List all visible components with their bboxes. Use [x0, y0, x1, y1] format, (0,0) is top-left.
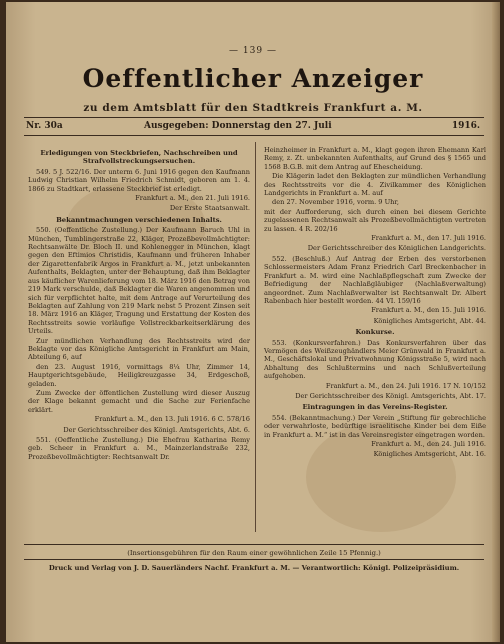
notice-paragraph: den 27. November 1916, vorm. 9 Uhr,: [272, 198, 399, 207]
notice-signature: Der Gerichtsschreiber des Königl. Amtsgerichts, Abt. 6.: [63, 425, 250, 434]
notice-signature: Der Gerichtsschreiber des Königl. Amtsgerichts, Abt. 17.: [295, 391, 486, 400]
issue-date: Ausgegeben: Donnerstag den 27. Juli: [144, 121, 332, 131]
header-rule-bottom: [24, 135, 484, 136]
notice-signature: Frankfurt a. M., den 24. Juli 1916. 17 N. 10/152: [325, 381, 486, 390]
notice-signature: Frankfurt a. M., den 24. Juli 1916.: [371, 440, 486, 448]
notice-paragraph: 554. (Bekanntmachung.) Der Verein „Stiftung für gebrechliche oder verwahrloste, bedürftige israelitische Kinder bei dem Eiße in Frankfurt a. M.“ ist in das Vereinsregister eingetragen worden.: [264, 413, 486, 439]
notice-paragraph: Die Klägerin ladet den Beklagten zur mündlichen Verhandlung des Rechtsstreits vor die 4. Zivilkammer des Königlichen Landgerichts in Frankfurt a. M. auf: [264, 172, 486, 198]
notice-paragraph: 549. 5 J. 522/16. Der unterm 6. Juni 1916 gegen den Kaufmann Ludwig Christian Wilhelm Friedrich Schmidt, geboren am 1. 4. 1866 zu Stadtkart, erlassene Steckbrief ist erledigt.: [28, 167, 250, 193]
section-heading: Erledigungen von Steckbriefen, Nachschreiben und Strafvollstreckungsersuchen.: [40, 149, 238, 166]
notice-signature: Königliches Amtsgericht, Abt. 44.: [373, 316, 486, 325]
notice-signature: Der Gerichtsschreiber des Königlichen Landgerichts.: [307, 244, 486, 253]
notice-paragraph: 552. (Beschluß.) Auf Antrag der Erben des verstorbenen Schlossermeisters Adam Franz Friedrich Carl Breckenbacher in Frankfurt a. M. wird eine Nachlaßpflegschaft zum Zwecke der Befriedigung der Nachlaßgläubiger (Nachlaßverwaltung) angeordnet. Zum Nachlaßverwalter ist Rechtsanwalt Dr. Albert Rabenbach hier bestellt worden. 44 VI. 159/16: [264, 254, 486, 305]
notice-signature: Frankfurt a. M., den 15. Juli 1916.: [371, 306, 486, 315]
left-column: [28, 146, 250, 462]
notice-signature: Frankfurt a. M., den 17. Juli 1916.: [371, 234, 486, 243]
header-rule-top: [24, 117, 484, 118]
notice-signature: Königliches Amtsgericht, Abt. 16.: [373, 450, 486, 459]
column-divider: [255, 142, 256, 532]
notice-signature: Frankfurt a. M., den 13. Juli 1916. 6 C. 578/16: [94, 415, 250, 424]
issue-number: Nr. 30a: [26, 121, 63, 131]
page-title: Oeffentlicher Anzeiger: [82, 64, 424, 93]
notice-paragraph: 553. (Konkursverfahren.) Das Konkursverfahren über das Vermögen des Weißzeughändlers Meier Grünwald in Frankfurt a. M., Geschäftslokal und Privatwohnung Königsstraße 5, wird nach Abhaltung des Schlußtermins und nach Schlußverteilung aufgehoben.: [264, 338, 486, 381]
notice-paragraph: 551. (Oeffentliche Zustellung.) Die Ehefrau Katharina Remy geb. Scheer in Frankfurt a. M., Mainzerlandstraße 232, Prozeßbevollmächtigter: Rechtsanwalt Dr.: [28, 436, 250, 461]
right-column: [264, 146, 486, 461]
printer-imprint: Druck und Verlag von J. D. Sauerländers Nachf. Frankfurt a. M. — Verantwortlich: Königl. Polizeipräsidium.: [48, 564, 460, 572]
notice-paragraph: 550. (Oeffentliche Zustellung.) Der Kaufmann Baruch Uhl in München, Tumblingerstraße 22, Kläger, Prozeßbevollmächtigter: Rechtsanwälte Dr. Bloch II. und Kohlenegger in München, klagt gegen den Eftimios Christidis, Kaufmann und früheren Inhaber der Zigarettenfabrik Argos in Frankfurt a. M., jetzt unbekannten Aufenthalts, Beklagten, unter der Behauptung, daß ihm Beklagter aus käuflicher Warenlieferung vom 18. März 1916 den Betrag von 219 Mark verschulde, daß Beklagter die Waren angenommen und sich für verpflichtet halte, mit dem Antrage auf Verurteilung des Beklagten auf Zahlung von 219 Mark nebst 5 Prozent Zinsen seit 18. März 1916 an Kläger, Tragung und Erstattung der Kosten des Rechtsstreits sowie vorläufige Vollstreckbarkeitserklärung des Urteils.: [28, 226, 250, 336]
section-heading: Eintragungen in das Vereins-Register.: [302, 403, 448, 412]
page-subtitle: zu dem Amtsblatt für den Stadtkreis Frankfurt a. M.: [83, 102, 423, 114]
notice-paragraph: den 23. August 1916, vormittags 8¼ Uhr, Zimmer 14, Hauptgerichtsgebäude, Heiligkreuzgasse 34, Erdgeschoß, geladen.: [28, 362, 250, 388]
notice-paragraph: Zum Zwecke der öffentlichen Zustellung wird dieser Auszug der Klage bekannt gemacht und die Sache zur Ferienfache erklärt.: [28, 388, 250, 414]
issue-line: [24, 120, 484, 134]
notice-paragraph: Zur mündlichen Verhandlung des Rechtsstreits wird der Beklagte vor das Königliche Amtsgericht in Frankfurt am Main, Abteilung 6, auf: [28, 336, 250, 362]
section-heading: Bekanntmachungen verschiedenen Inhalts.: [56, 215, 222, 224]
page-edge: [492, 2, 500, 642]
page-number: — 139 —: [229, 46, 277, 56]
gazette-page: [6, 2, 500, 642]
footer-rule-middle: [24, 559, 484, 560]
footer-rule-top: [24, 544, 484, 545]
notice-paragraph: mit der Aufforderung, sich durch einen bei diesem Gerichte zugelassenen Rechtsanwalt als Prozeßbevollmächtigten vertreten zu lassen. 4 R. 202/16: [264, 207, 486, 233]
notice-signature: Der Erste Staatsanwalt.: [169, 204, 250, 213]
section-heading: Konkurse.: [355, 328, 395, 337]
notice-paragraph: Heinzheimer in Frankfurt a. M., klagt gegen ihren Ehemann Karl Remy, z. Zt. unbekannten Aufenthalts, auf Grund des § 1565 und 1568 B.G.B. mit dem Antrag auf Ehescheidung.: [264, 146, 486, 171]
notice-signature: Frankfurt a. M., den 21. Juli 1916.: [135, 194, 250, 203]
issue-year: 1916.: [451, 121, 480, 131]
fee-note: (Insertionsgebühren für den Raum einer gewöhnlichen Zeile 15 Pfennig.): [127, 549, 381, 557]
